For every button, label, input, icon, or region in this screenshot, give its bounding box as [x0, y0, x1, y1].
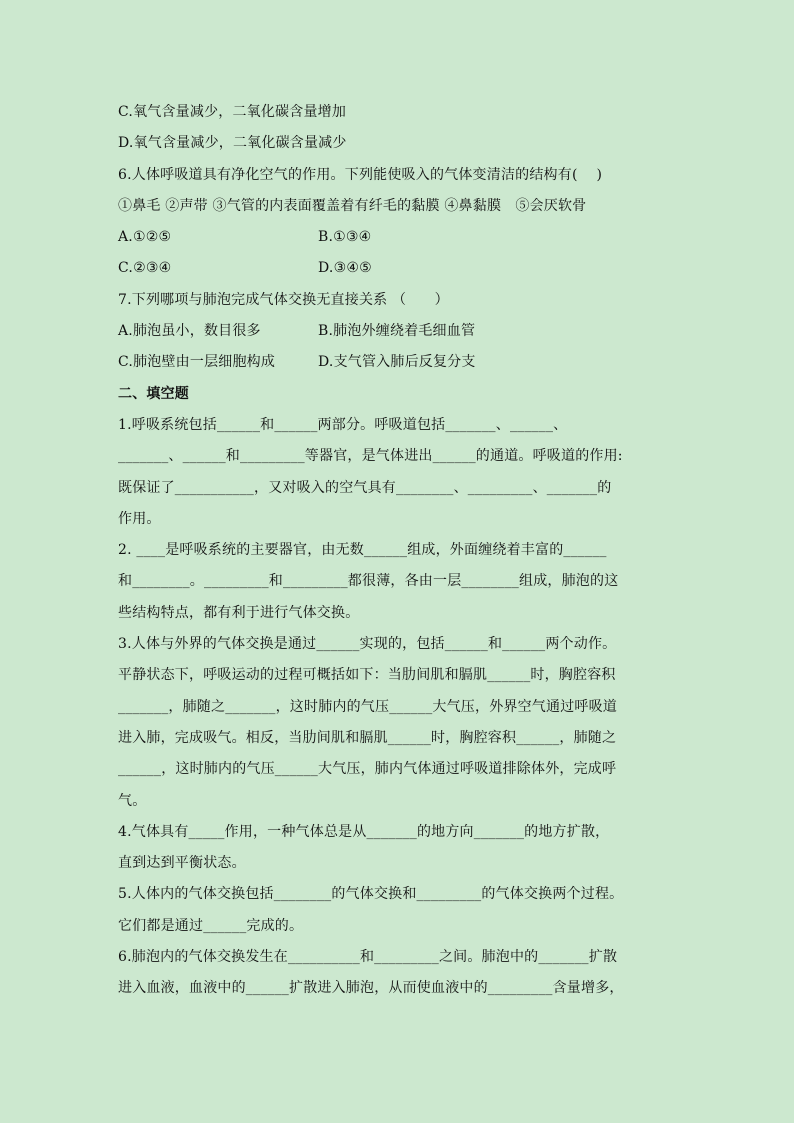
q6-options-row-2: [118, 253, 724, 284]
fill-line: _______，肺随之_______，这时肺内的气压______大气压，外界空气通过呼吸道: [118, 698, 617, 715]
fill-line: _______、______和_________等器官，是气体进出______的通道。呼吸道的作用:: [118, 448, 623, 465]
q7-option-b: B.肺泡外缠绕着毛细血管: [318, 323, 476, 340]
q7-options-row-1: [118, 316, 724, 347]
q7-option-c: C.肺泡壁由一层细胞构成: [118, 354, 276, 371]
q6-stem: 6.人体呼吸道具有净化空气的作用。下列能使吸入的气体变清洁的结构有( ): [118, 166, 603, 183]
q6-options-row-1: [118, 222, 724, 253]
fill-line: 气。: [118, 792, 147, 809]
q5-option-d: D.氧气含量减少，二氧化碳含量减少: [118, 135, 347, 152]
fill-line: 6.肺泡内的气体交换发生在__________和_________之间。肺泡中的_______扩散: [118, 949, 618, 966]
q7-options-row-2: [118, 347, 724, 378]
q5-option-c: C.氧气含量减少，二氧化碳含量增加: [118, 104, 347, 120]
fill-line: 直到达到平衡状态。: [118, 855, 246, 872]
fill-line: ______，这时肺内的气压______大气压，肺内气体通过呼吸道排除体外，完成呼: [118, 761, 617, 778]
fill-line: 既保证了___________，又对吸入的空气具有________、_________、_______的: [118, 479, 612, 496]
q7-option-a: A.肺泡虽小，数目很多: [118, 323, 261, 340]
fill-line: 进入肺，完成吸气。相反，当肋间肌和膈肌______时，胸腔容积______，肺随之: [118, 729, 617, 746]
q7-stem: 7.下列哪项与肺泡完成气体交换无直接关系 （ ）: [118, 291, 449, 308]
fill-line: 3.人体与外界的气体交换是通过______实现的，包括______和______两个动作。: [118, 636, 617, 653]
q6-option-c: C.②③④: [118, 260, 172, 277]
fill-line: 进入血液，血液中的______扩散进入肺泡，从而使血液中的_________含量增多，: [118, 980, 624, 997]
q6-option-b: B.①③④: [318, 229, 372, 246]
q6-option-a: A.①②⑤: [118, 229, 172, 246]
fill-line: 平静状态下，呼吸运动的过程可概括如下：当肋间肌和膈肌______时，胸腔容积: [118, 667, 616, 684]
fill-line: 4.气体具有_____作用，一种气体总是从_______的地方向_______的地方扩散，: [118, 823, 610, 840]
fill-line: 它们都是通过______完成的。: [118, 917, 304, 934]
section-heading: 二、填空题: [118, 385, 189, 402]
q6-option-d: D.③④⑤: [318, 260, 372, 277]
fill-line: 5.人体内的气体交换包括________的气体交换和_________的气体交换两个过程。: [118, 886, 624, 903]
fill-line: 2. ____是呼吸系统的主要器官，由无数______组成，外面缠绕着丰富的______: [118, 542, 607, 559]
q7-option-d: D.支气管入肺后反复分支: [318, 354, 476, 371]
fill-line: 些结构特点，都有利于进行气体交换。: [118, 604, 360, 621]
fill-line: 作用。: [118, 510, 161, 527]
q6-items: ①鼻毛 ②声带 ③气管的内表面覆盖着有纤毛的黏膜 ④鼻黏膜 ⑤会厌软骨: [118, 197, 587, 214]
fill-line: 1.呼吸系统包括______和______两部分。呼吸道包括_______、______、: [118, 416, 568, 433]
fill-line: 和________。_________和_________都很薄，各由一层________组成，肺泡的这: [118, 573, 619, 590]
